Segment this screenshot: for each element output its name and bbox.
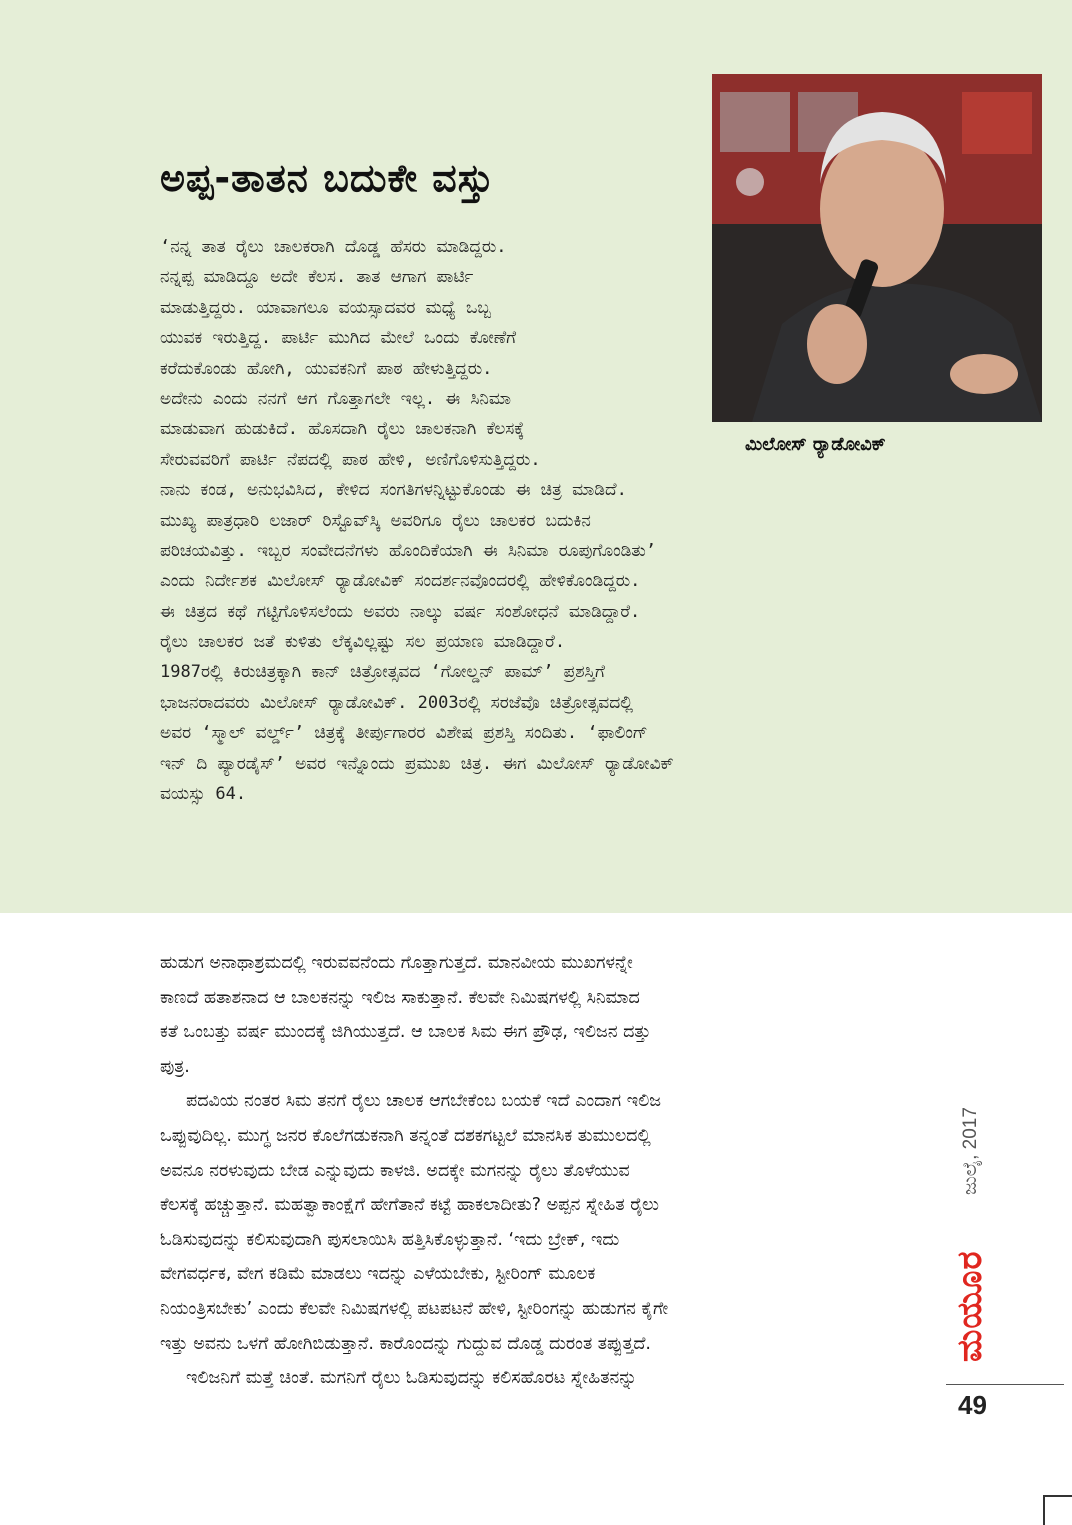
- article-line: ನಿಯಂತ್ರಿಸಬೇಕು’ ಎಂದು ಕೆಲವೇ ನಿಮಿಷಗಳಲ್ಲಿ ಪಟಪಟನೆ ಹೇಳಿ, ಸ್ಟೀರಿಂಗನ್ನು ಹುಡುಗನ ಕೈಗೇ: [160, 1298, 669, 1319]
- article-line: ಒಪ್ಪುವುದಿಲ್ಲ. ಮುಗ್ಧ ಜನರ ಕೊಲೆಗಡುಕನಾಗಿ ತನ್ನಂತೆ ದಶಕಗಟ್ಟಲೆ ಮಾನಸಿಕ ತುಮುಲದಲ್ಲಿ: [160, 1125, 651, 1146]
- article-line: ಅವನೂ ನರಳುವುದು ಬೇಡ ಎನ್ನುವುದು ಕಾಳಜಿ. ಅದಕ್ಕೇ ಮಗನನ್ನು ರೈಲು ತೊಳೆಯುವ: [160, 1160, 630, 1181]
- article-line: ಕೆಲಸಕ್ಕೆ ಹಚ್ಚುತ್ತಾನೆ. ಮಹತ್ವಾಕಾಂಕ್ಷೆಗೆ ಹೇಗೆತಾನೆ ಕಟ್ಟೆ ಹಾಕಲಾದೀತು? ಅಪ್ಪನ ಸ್ನೇಹಿತ ರೈಲು: [160, 1195, 659, 1216]
- article-line: ಕಾಣದೆ ಹತಾಶನಾದ ಆ ಬಾಲಕನನ್ನು ಇಲಿಜ ಸಾಕುತ್ತಾನೆ. ಕೆಲವೇ ನಿಮಿಷಗಳಲ್ಲಿ ಸಿನಿಮಾದ: [160, 987, 640, 1008]
- sidebar-line: ಯುವಕ ಇರುತ್ತಿದ್ದ. ಪಾರ್ಟಿ ಮುಗಿದ ಮೇಲೆ ಒಂದು ಕೋಣೆಗೆ: [160, 328, 517, 349]
- folio-divider: [946, 1384, 1064, 1385]
- sidebar-line: ‘ನನ್ನ ತಾತ ರೈಲು ಚಾಲಕರಾಗಿ ದೊಡ್ಡ ಹೆಸರು ಮಾಡಿದ್ದರು.: [160, 237, 507, 257]
- sidebar-line: ಮಾಡುತ್ತಿದ್ದರು. ಯಾವಾಗಲೂ ವಯಸ್ಸಾದವರ ಮಧ್ಯೆ ಒಬ್ಬ: [160, 297, 491, 318]
- sidebar-line: ರೈಲು ಚಾಲಕರ ಜತೆ ಕುಳಿತು ಲೆಕ್ಕವಿಲ್ಲಷ್ಟು ಸಲ ಪ್ರಯಾಣ ಮಾಡಿದ್ದಾರೆ.: [160, 632, 566, 653]
- magazine-logo: ಮಯೂರ: [950, 1250, 990, 1362]
- sidebar-line: ವಯಸ್ಸು 64.: [160, 784, 247, 805]
- sidebar-line: ಅದೇನು ಎಂದು ನನಗೆ ಆಗ ಗೊತ್ತಾಗಲೇ ಇಲ್ಲ. ಈ ಸಿನಿಮಾ: [160, 388, 511, 409]
- sidebar-line: ಸೇರುವವರಿಗೆ ಪಾರ್ಟಿ ನೆಪದಲ್ಲಿ ಪಾಠ ಹೇಳಿ, ಅಣಿಗೊಳಿಸುತ್ತಿದ್ದರು.: [160, 449, 541, 470]
- article-line: ಪುತ್ರ.: [160, 1056, 190, 1077]
- sidebar-line: ಮುಖ್ಯ ಪಾತ್ರಧಾರಿ ಲಜಾರ್ ರಿಸ್ಟೊವ್‌ಸ್ಕಿ ಅವರಿಗೂ ರೈಲು ಚಾಲಕರ ಬದುಕಿನ: [160, 510, 591, 531]
- sidebar-text: [160, 232, 900, 809]
- issue-date: ಜುಲೈ, 2017: [960, 1107, 981, 1195]
- article-line: ಪದವಿಯ ನಂತರ ಸಿಮ ತನಗೆ ರೈಲು ಚಾಲಕ ಆಗಬೇಕೆಂಬ ಬಯಕೆ ಇದೆ ಎಂದಾಗ ಇಲಿಜ: [186, 1091, 661, 1112]
- sidebar-line: ಪರಿಚಯವಿತ್ತು. ಇಬ್ಬರ ಸಂವೇದನೆಗಳು ಹೊಂದಿಕೆಯಾಗಿ ಈ ಸಿನಿಮಾ ರೂಪುಗೊಂಡಿತು’: [160, 540, 656, 561]
- sidebar-line: ಅವರ ‘ಸ್ಮಾಲ್ ವರ್ಲ್ಡ್’ ಚಿತ್ರಕ್ಕೆ ತೀರ್ಪುಗಾರರ ವಿಶೇಷ ಪ್ರಶಸ್ತಿ ಸಂದಿತು. ‘ಫಾಲಿಂಗ್: [160, 723, 648, 744]
- page-number: 49: [958, 1390, 987, 1420]
- sidebar-line: ನಾನು ಕಂಡ, ಅನುಭವಿಸಿದ, ಕೇಳಿದ ಸಂಗತಿಗಳನ್ನಿಟ್ಟುಕೊಂಡು ಈ ಚಿತ್ರ ಮಾಡಿದೆ.: [160, 480, 627, 501]
- article-line: ಓಡಿಸುವುದನ್ನು ಕಲಿಸುವುದಾಗಿ ಪುಸಲಾಯಿಸಿ ಹತ್ತಿಸಿಕೊಳ್ಳುತ್ತಾನೆ. ‘ಇದು ಬ್ರೇಕ್, ಇದು: [160, 1229, 620, 1250]
- article-body: [160, 946, 912, 1396]
- article-line: ಇತ್ತು ಅವನು ಒಳಗೆ ಹೋಗಿಬಿಡುತ್ತಾನೆ. ಕಾರೊಂದನ್ನು ಗುದ್ದುವ ದೊಡ್ಡ ದುರಂತ ತಪ್ಪುತ್ತದೆ.: [160, 1333, 651, 1354]
- sidebar-line: ಇನ್ ದಿ ಪ್ಯಾರಡೈಸ್’ ಅವರ ಇನ್ನೊಂದು ಪ್ರಮುಖ ಚಿತ್ರ. ಈಗ ಮಿಲೋಸ್ ರ್‍ಯಾಡೋವಿಕ್: [160, 753, 674, 774]
- article-line: ಕತೆ ಒಂಬತ್ತು ವರ್ಷ ಮುಂದಕ್ಕೆ ಜಿಗಿಯುತ್ತದೆ. ಆ ಬಾಲಕ ಸಿಮ ಈಗ ಪ್ರೌಢ, ಇಲಿಜನ ದತ್ತು: [160, 1022, 651, 1043]
- sidebar-line: ನನ್ನಪ್ಪ ಮಾಡಿದ್ದೂ ಅದೇ ಕೆಲಸ. ತಾತ ಆಗಾಗ ಪಾರ್ಟಿ: [160, 267, 474, 288]
- sidebar-line: ಈ ಚಿತ್ರದ ಕಥೆ ಗಟ್ಟಿಗೊಳಿಸಲೆಂದು ಅವರು ನಾಲ್ಕು ವರ್ಷ ಸಂಶೋಧನೆ ಮಾಡಿದ್ದಾರೆ.: [160, 601, 641, 622]
- crop-mark: [1043, 1495, 1072, 1525]
- sidebar-line: ಕರೆದುಕೊಂಡು ಹೋಗಿ, ಯುವಕನಿಗೆ ಪಾಠ ಹೇಳುತ್ತಿದ್ದರು.: [160, 358, 493, 379]
- photo-caption: ಮಿಲೋಸ್ ರ್‍ಯಾಡೋವಿಕ್: [745, 434, 886, 455]
- sidebar-line: ಎಂದು ನಿರ್ದೇಶಕ ಮಿಲೋಸ್ ರ್‍ಯಾಡೋವಿಕ್ ಸಂದರ್ಶನವೊಂದರಲ್ಲಿ ಹೇಳಿಕೊಂಡಿದ್ದರು.: [160, 571, 641, 592]
- sidebar-title: ಅಪ್ಪ-ತಾತನ ಬದುಕೇ ವಸ್ತು: [160, 156, 495, 200]
- article-line: ವೇಗವರ್ಧಕ, ವೇಗ ಕಡಿಮೆ ಮಾಡಲು ಇದನ್ನು ಎಳೆಯಬೇಕು, ಸ್ಟೀರಿಂಗ್ ಮೂಲಕ: [160, 1264, 596, 1285]
- article-line: ಹುಡುಗ ಅನಾಥಾಶ್ರಮದಲ್ಲಿ ಇರುವವನೆಂದು ಗೊತ್ತಾಗುತ್ತದೆ. ಮಾನವೀಯ ಮುಖಗಳನ್ನೇ: [160, 953, 633, 973]
- article-line: ಇಲಿಜನಿಗೆ ಮತ್ತೆ ಚಿಂತೆ. ಮಗನಿಗೆ ರೈಲು ಓಡಿಸುವುದನ್ನು ಕಲಿಸಹೊರಟ ಸ್ನೇಹಿತನನ್ನು: [186, 1368, 637, 1389]
- sidebar-line: 1987ರಲ್ಲಿ ಕಿರುಚಿತ್ರಕ್ಕಾಗಿ ಕಾನ್ ಚಿತ್ರೋತ್ಸವದ ‘ಗೋಲ್ಡನ್ ಪಾಮ್’ ಪ್ರಶಸ್ತಿಗೆ: [160, 662, 605, 683]
- sidebar-line: ಭಾಜನರಾದವರು ಮಿಲೋಸ್ ರ್‍ಯಾಡೋವಿಕ್. 2003ರಲ್ಲಿ ಸರಜೆವೊ ಚಿತ್ರೋತ್ಸವದಲ್ಲಿ: [160, 692, 634, 713]
- sidebar-line: ಮಾಡುವಾಗ ಹುಡುಕಿದೆ. ಹೊಸದಾಗಿ ರೈಲು ಚಾಲಕನಾಗಿ ಕೆಲಸಕ್ಕೆ: [160, 419, 525, 440]
